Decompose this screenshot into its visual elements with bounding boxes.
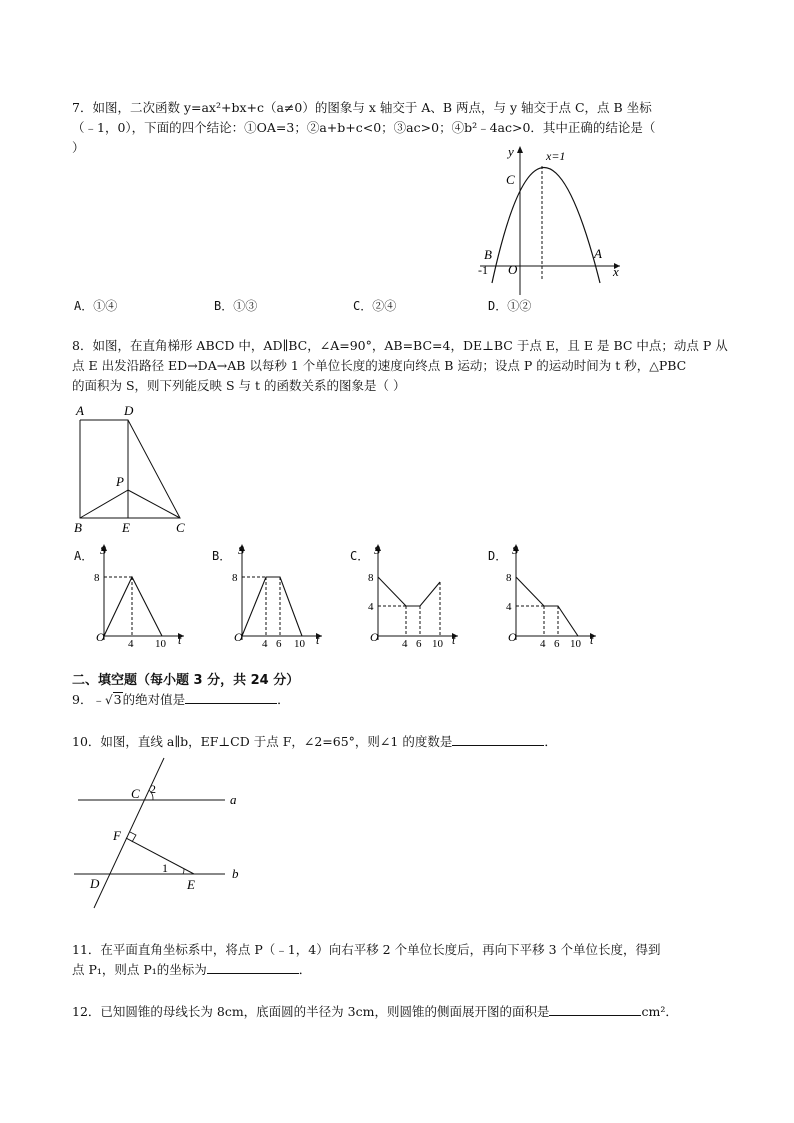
- q11-end: ．: [298, 962, 312, 977]
- q8-D-x10: 10: [570, 638, 581, 650]
- q7-label-A: A: [594, 246, 602, 261]
- q8-C-t: t: [452, 633, 456, 647]
- q8-option-D-label: D．: [488, 549, 508, 563]
- q8-text-line2: 点 E 出发沿路径 ED→DA→AB 以每秒 1 个单位长度的速度向终点 B 运动；设点 P 的运动时间为 t 秒，△PBC: [72, 358, 687, 373]
- q7-label-O: O: [508, 262, 518, 277]
- q9-post: 的绝对值是: [122, 692, 186, 707]
- q8-B-O: O: [234, 630, 243, 644]
- q7-label-x: x: [613, 264, 619, 279]
- q9-answer-blank[interactable]: [185, 691, 277, 704]
- q8-label-D: D: [124, 403, 134, 418]
- q8-C-x4: 4: [402, 638, 408, 650]
- q8-C-y8: 8: [368, 572, 374, 584]
- q8-label-C: C: [176, 520, 185, 535]
- q8-graph-C: [366, 540, 466, 650]
- q12-answer-blank[interactable]: [549, 1003, 641, 1016]
- q8-label-B: B: [74, 520, 82, 535]
- q8-D-y8: 8: [506, 572, 512, 584]
- q10-label-2: 2: [150, 782, 156, 796]
- q7-option-A: A．①④: [74, 299, 118, 313]
- q8-D-O: O: [508, 630, 517, 644]
- q8-graph-A: [92, 540, 192, 650]
- q8-A-t: t: [178, 633, 182, 647]
- q7-label-minus1: -1: [478, 263, 488, 277]
- q10-label-C: C: [131, 786, 140, 801]
- q8-text-line3: 的面积为 S，则下列能反映 S 与 t 的函数关系的图象是（ ）: [72, 378, 406, 393]
- q7-label-B: B: [484, 247, 492, 262]
- q8-B-t: t: [316, 633, 320, 647]
- q8-B-x4: 4: [262, 638, 268, 650]
- q11-text-line1: 11．在平面直角坐标系中，将点 P（﹣1，4）向右平移 2 个单位长度后，再向下平移 3 个单位长度，得到: [72, 942, 661, 957]
- q8-trapezoid-figure: [70, 402, 200, 537]
- q7-option-B: B．①③: [214, 299, 258, 313]
- q8-C-O: O: [370, 630, 379, 644]
- q9-end: ．: [277, 692, 290, 707]
- q8-B-S: S: [238, 543, 244, 557]
- q8-C-x6: 6: [416, 638, 422, 650]
- q7-label-y: y: [508, 144, 514, 159]
- q12-text: [72, 1002, 678, 1022]
- q7-text-line2: （﹣1，0），下面的四个结论：①OA=3；②a+b+c<0；③ac>0；④b²﹣4ac>0．其中正确的结论是（: [72, 120, 656, 135]
- q9-pre: 9．﹣: [72, 692, 105, 707]
- q8-D-x4: 4: [540, 638, 546, 650]
- q8-A-S: S: [100, 543, 106, 557]
- q8-A-x10: 10: [155, 638, 166, 650]
- q8-label-A: A: [76, 403, 84, 418]
- q8-B-x6: 6: [276, 638, 282, 650]
- q8-C-x10: 10: [432, 638, 443, 650]
- q8-B-x10: 10: [294, 638, 305, 650]
- q10-end: ．: [544, 734, 557, 749]
- q10-label-a: a: [230, 792, 237, 807]
- q9-radicand: 3: [113, 692, 122, 707]
- q11-text-line2: [72, 960, 311, 980]
- section-title-fill-blank: 二、填空题（每小题 3 分，共 24 分）: [72, 673, 300, 688]
- q8-D-y4: 4: [506, 601, 512, 613]
- q10-label-b: b: [232, 866, 239, 881]
- q8-D-S: S: [512, 543, 518, 557]
- q8-D-t: t: [590, 633, 594, 647]
- q8-A-O: O: [96, 630, 105, 644]
- q12-unit: cm²．: [641, 1004, 678, 1019]
- q8-option-A-label: A．: [74, 549, 94, 563]
- q7-parabola-graph: [470, 140, 630, 300]
- q10-label-D: D: [90, 876, 100, 891]
- q8-label-P: P: [116, 474, 124, 489]
- q9-text: 9．﹣√3的绝对值是 ．: [72, 692, 290, 707]
- q8-D-x6: 6: [554, 638, 560, 650]
- q10-question: 10．如图，直线 a∥b，EF⊥CD 于点 F，∠2=65°，则∠1 的度数是: [72, 734, 453, 749]
- q8-B-y8: 8: [232, 572, 238, 584]
- q10-answer-blank[interactable]: [452, 733, 544, 746]
- q7-text-line3: ）: [72, 140, 85, 155]
- q7-option-C: C．②④: [353, 299, 397, 313]
- q10-label-E: E: [187, 877, 195, 892]
- q7-label-axis: x=1: [546, 149, 566, 163]
- q8-option-C-label: C．: [350, 549, 370, 563]
- q11-line2-text: 点 P₁，则点 P₁的坐标为: [72, 962, 207, 977]
- q8-graph-B: [230, 540, 330, 650]
- q8-C-S: S: [374, 543, 380, 557]
- q8-option-B-label: B．: [212, 549, 232, 563]
- q11-answer-blank[interactable]: [207, 961, 299, 974]
- q8-A-y8: 8: [94, 572, 100, 584]
- q10-text: [72, 732, 557, 752]
- q8-graph-D: [504, 540, 604, 650]
- q8-A-x4: 4: [128, 638, 134, 650]
- q7-label-C: C: [506, 172, 515, 187]
- q10-label-F: F: [113, 828, 121, 843]
- q7-option-D: D．①②: [488, 299, 532, 313]
- q7-text-line1: 7．如图，二次函数 y=ax²+bx+c（a≠0）的图象与 x 轴交于 A、B 两点，与 y 轴交于点 C，点 B 坐标: [72, 100, 652, 115]
- q12-question: 12．已知圆锥的母线长为 8cm，底面圆的半径为 3cm，则圆锥的侧面展开图的面积是: [72, 1004, 550, 1019]
- q8-text-line1: 8．如图，在直角梯形 ABCD 中，AD∥BC，∠A=90°，AB=BC=4，DE⊥BC 于点 E，且 E 是 BC 中点；动点 P 从: [72, 338, 728, 353]
- q10-label-1: 1: [162, 861, 168, 875]
- q10-parallel-lines-figure: [70, 756, 250, 916]
- q8-label-E: E: [122, 520, 130, 535]
- q8-C-y4: 4: [368, 601, 374, 613]
